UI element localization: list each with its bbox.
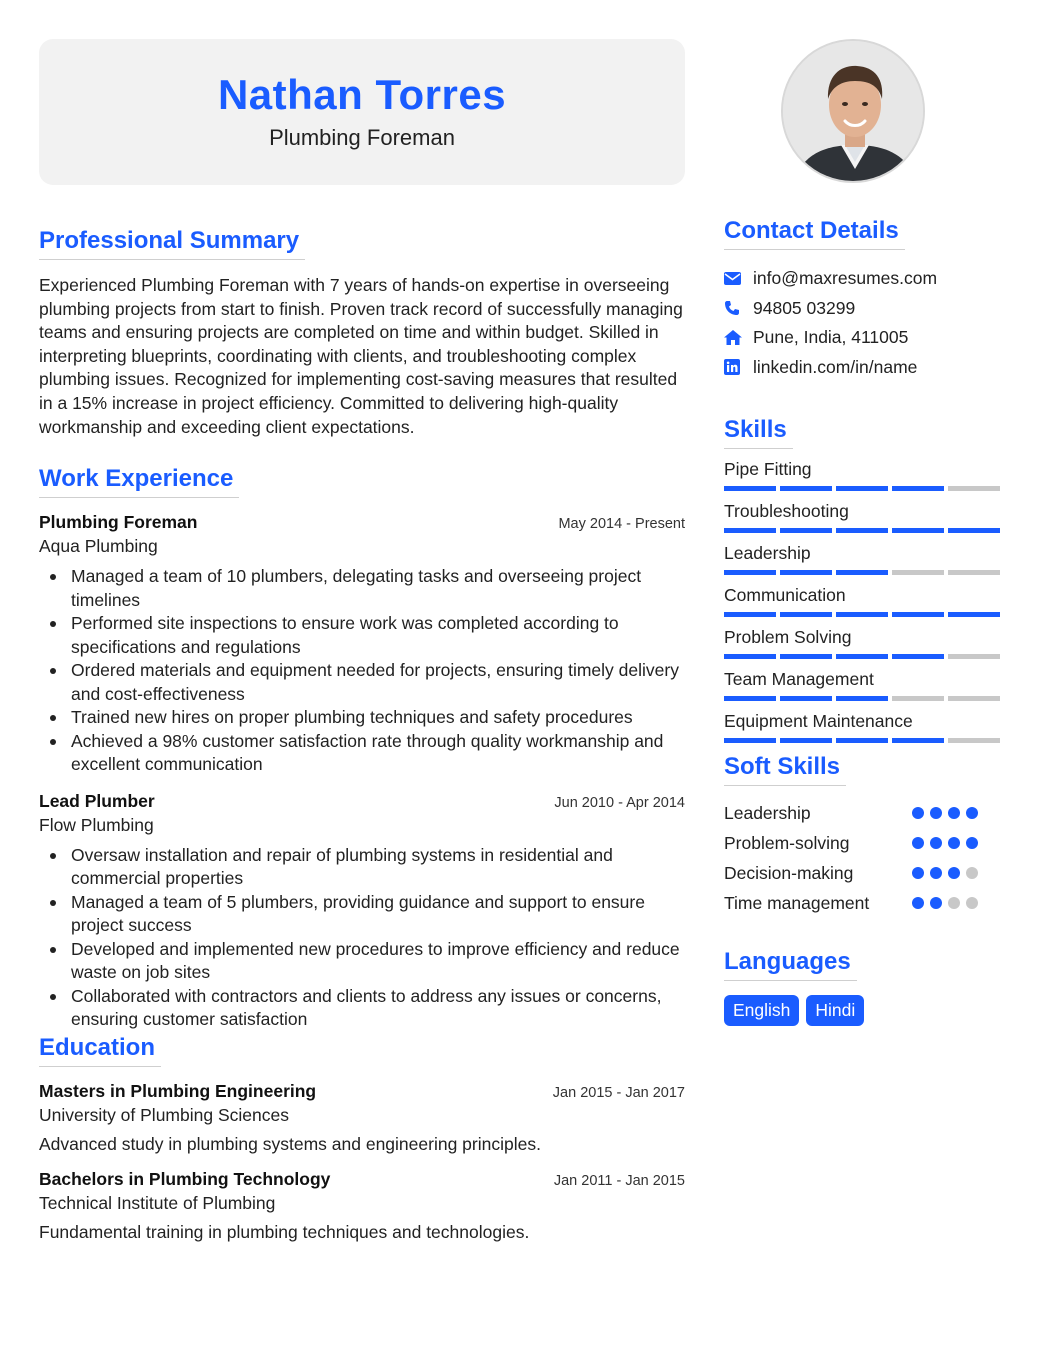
skill-level-bar (724, 570, 1000, 575)
rating-dot (912, 837, 924, 849)
contact-location (724, 323, 1000, 353)
job-bullet: Ordered materials and equipment needed for projects, ensuring timely delivery and cost-effectiveness (39, 659, 685, 706)
contact-location-text: Pune, India, 411005 (753, 327, 909, 348)
education-description: Fundamental training in plumbing techniques and technologies. (39, 1221, 530, 1242)
contact-email-text: info@maxresumes.com (753, 268, 938, 289)
skill-level-segment (892, 528, 944, 533)
education-entry (39, 1169, 685, 1243)
skill-item (724, 543, 1000, 575)
rating-dot (948, 867, 960, 879)
skill-level-segment (836, 738, 888, 743)
soft-skill-rating (912, 837, 978, 849)
rating-dot (966, 897, 978, 909)
job-dates: May 2014 - Present (558, 516, 685, 533)
education-heading: Education (39, 1034, 161, 1067)
skill-level-segment (892, 570, 944, 575)
skill-level-bar (724, 738, 1000, 743)
skill-level-bar (724, 696, 1000, 701)
skill-level-segment (948, 612, 1000, 617)
skill-name: Troubleshooting (724, 501, 849, 521)
skill-name: Problem Solving (724, 627, 852, 647)
school: University of Plumbing Sciences (39, 1104, 289, 1125)
rating-dot (930, 837, 942, 849)
language-tag: Hindi (806, 995, 864, 1026)
language-tags (724, 995, 1000, 1026)
soft-skill-item (724, 858, 1000, 888)
soft-skill-item (724, 888, 1000, 918)
summary-heading: Professional Summary (39, 227, 305, 260)
job-bullet: Trained new hires on proper plumbing techniques and safety procedures (39, 706, 685, 730)
skill-level-segment (724, 696, 776, 701)
contact-linkedin-text: linkedin.com/in/name (753, 356, 918, 377)
soft-skill-rating (912, 897, 978, 909)
skill-level-segment (780, 654, 832, 659)
skills-list (724, 459, 1000, 743)
skill-level-segment (892, 612, 944, 617)
job-bullet: Managed a team of 5 plumbers, providing guidance and support to ensure project success (39, 891, 685, 938)
skill-name: Equipment Maintenance (724, 711, 913, 731)
skill-level-segment (724, 654, 776, 659)
soft-skill-name: Decision-making (724, 862, 854, 883)
contact-phone[interactable] (724, 294, 1000, 324)
soft-skill-name: Time management (724, 892, 870, 913)
skill-level-segment (948, 696, 1000, 701)
skill-level-segment (892, 654, 944, 659)
job-bullet: Performed site inspections to ensure work was completed according to specifications and regulations (39, 612, 685, 659)
contact-phone-text: 94805 03299 (753, 297, 856, 318)
job-bullets (39, 565, 685, 777)
skill-level-segment (780, 528, 832, 533)
skill-item (724, 711, 1000, 743)
soft-skill-name: Leadership (724, 802, 811, 823)
skill-level-segment (948, 570, 1000, 575)
rating-dot (966, 837, 978, 849)
job-entry (39, 512, 685, 777)
skill-item (724, 501, 1000, 533)
rating-dot (966, 867, 978, 879)
header-card (39, 39, 685, 185)
job-company: Flow Plumbing (39, 814, 154, 835)
skill-level-segment (780, 570, 832, 575)
main-column (39, 39, 685, 1243)
skill-level-segment (836, 570, 888, 575)
skill-name: Team Management (724, 669, 874, 689)
skill-level-segment (780, 738, 832, 743)
job-dates: Jun 2010 - Apr 2014 (554, 794, 685, 811)
skill-level-bar (724, 612, 1000, 617)
job-bullet: Developed and implemented new procedures to improve efficiency and reduce waste on job sites (39, 938, 685, 985)
skill-level-segment (948, 528, 1000, 533)
candidate-title: Plumbing Foreman (269, 125, 455, 150)
skill-level-segment (836, 486, 888, 491)
rating-dot (930, 807, 942, 819)
summary-text: Experienced Plumbing Foreman with 7 years of hands-on expertise in overseeing plumbing projects from start to finish. Proven track record of successfully managing teams and ensuring projects are completed on time and within budget. Skilled in interpreting blueprints, coordinating with clients, and troubleshooting complex plumbing issues. Recognized for implementing cost-saving measures that resulted in a 15% increase in project efficiency. Committed to delivering high-quality workmanship and exceeding client expectations. (39, 275, 683, 437)
job-entry (39, 791, 685, 1032)
skill-level-segment (836, 696, 888, 701)
rating-dot (912, 807, 924, 819)
skill-level-segment (892, 696, 944, 701)
skill-level-segment (724, 738, 776, 743)
skill-name: Leadership (724, 543, 811, 563)
skill-level-segment (780, 486, 832, 491)
languages-heading: Languages (724, 948, 857, 981)
contact-section (724, 217, 1000, 382)
soft-skill-name: Problem-solving (724, 832, 850, 853)
skill-level-segment (836, 654, 888, 659)
skill-level-bar (724, 528, 1000, 533)
skill-level-segment (780, 696, 832, 701)
experience-heading: Work Experience (39, 465, 239, 498)
linkedin-icon (724, 359, 753, 375)
skill-level-segment (892, 486, 944, 491)
education-entry (39, 1081, 685, 1155)
soft-skill-rating (912, 807, 978, 819)
skill-level-segment (780, 612, 832, 617)
rating-dot (912, 897, 924, 909)
soft-skill-item (724, 798, 1000, 828)
skill-item (724, 459, 1000, 491)
skill-level-segment (724, 486, 776, 491)
contact-heading: Contact Details (724, 217, 905, 250)
profile-photo (781, 39, 925, 183)
skill-level-segment (836, 528, 888, 533)
job-role: Lead Plumber (39, 790, 155, 811)
job-bullet: Achieved a 98% customer satisfaction rate through quality workmanship and excellent communication (39, 730, 685, 777)
job-bullet: Managed a team of 10 plumbers, delegating tasks and overseeing project timelines (39, 565, 685, 612)
job-bullet: Oversaw installation and repair of plumbing systems in residential and commercial properties (39, 844, 685, 891)
home-icon (724, 330, 753, 345)
skill-level-segment (948, 738, 1000, 743)
skill-level-bar (724, 486, 1000, 491)
degree: Masters in Plumbing Engineering (39, 1080, 317, 1101)
education-description: Advanced study in plumbing systems and engineering principles. (39, 1133, 541, 1154)
skill-level-segment (948, 654, 1000, 659)
rating-dot (966, 807, 978, 819)
skills-heading: Skills (724, 416, 793, 449)
skill-level-segment (836, 612, 888, 617)
experience-section (39, 465, 685, 1032)
sidebar (724, 39, 1000, 1026)
languages-section (724, 948, 1000, 1026)
rating-dot (912, 867, 924, 879)
education-dates: Jan 2011 - Jan 2015 (553, 1172, 685, 1189)
skill-level-segment (948, 486, 1000, 491)
contact-linkedin[interactable] (724, 353, 1000, 383)
job-bullet: Collaborated with contractors and clients to address any issues or concerns, ensuring customer satisfaction (39, 985, 685, 1032)
rating-dot (930, 867, 942, 879)
skill-level-bar (724, 654, 1000, 659)
contact-email[interactable] (724, 264, 1000, 294)
skill-level-segment (724, 528, 776, 533)
job-company: Aqua Plumbing (39, 536, 158, 557)
skill-level-segment (724, 570, 776, 575)
candidate-name: Nathan Torres (217, 71, 507, 118)
school: Technical Institute of Plumbing (39, 1192, 276, 1213)
job-bullets (39, 844, 685, 1032)
soft-skill-rating (912, 867, 978, 879)
soft-skill-item (724, 828, 1000, 858)
skill-item (724, 627, 1000, 659)
education-dates: Jan 2015 - Jan 2017 (552, 1084, 685, 1101)
skill-name: Pipe Fitting (724, 459, 812, 479)
soft-skills-section (724, 753, 1000, 918)
skill-item (724, 669, 1000, 701)
skill-level-segment (724, 612, 776, 617)
skill-name: Communication (724, 585, 846, 605)
job-role: Plumbing Foreman (39, 512, 198, 533)
rating-dot (930, 897, 942, 909)
avatar-illustration (783, 41, 925, 183)
envelope-icon (724, 272, 753, 285)
rating-dot (948, 897, 960, 909)
summary-section (39, 227, 685, 439)
rating-dot (948, 807, 960, 819)
soft-skills-list (724, 798, 1000, 918)
skill-level-segment (892, 738, 944, 743)
soft-skills-heading: Soft Skills (724, 753, 846, 786)
rating-dot (948, 837, 960, 849)
language-tag: English (724, 995, 799, 1026)
education-section (39, 1034, 685, 1243)
phone-icon (724, 300, 753, 316)
skill-item (724, 585, 1000, 617)
skills-section (724, 416, 1000, 743)
degree: Bachelors in Plumbing Technology (39, 1168, 331, 1189)
